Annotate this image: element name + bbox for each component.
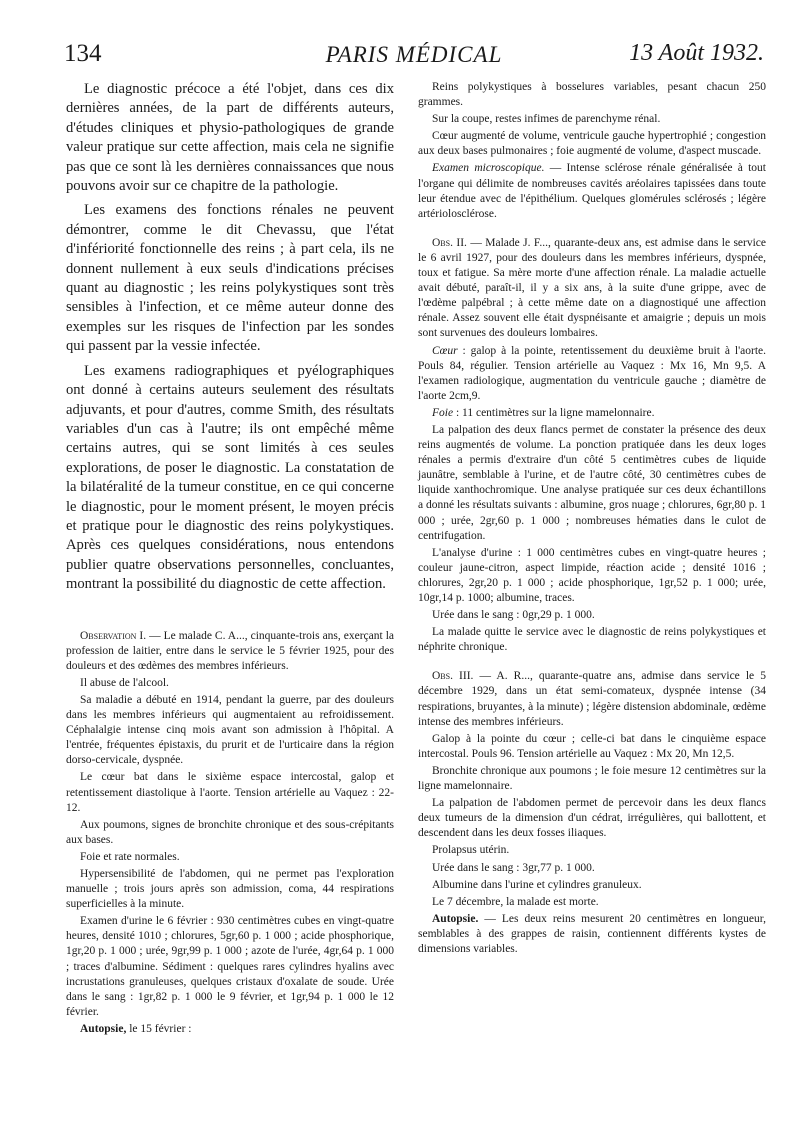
observation-3	[418, 669, 766, 957]
paragraph: Hypersensibilité de l'abdomen, qui ne permet pas l'exploration manuelle ; trois jours après son admission, coma, 44 respirations superficielles à la minute.	[66, 867, 394, 911]
paragraph: Bronchite chronique aux poumons ; le foie mesure 12 centimètres sur la ligne mamelonnaire.	[418, 764, 766, 793]
paragraph: Le cœur bat dans le sixième espace intercostal, galop et retentissement diastolique à l'aorte. Tension artérielle au Vaquez : 22-12.	[66, 771, 394, 814]
paragraph	[418, 236, 766, 342]
paragraph: Prolapsus utérin.	[432, 844, 510, 857]
paragraph: Les examens des fonctions rénales ne peuvent démontrer, comme le dit Chevassu, que l'état d'infériorité fonctionnelle des reins ; à part cela, ils ne donnent nullement à eux seuls d'indications précises quant au diagnostic ; les reins polykystiques sont très sensibles à l'infection, et ce même auteur donne des exemples sur les risques de l'infection par les sondes qui passent par la vessie infectée.	[66, 202, 394, 355]
microscopy-text: — Intense sclérose rénale généralisée à tout l'organe qui délimite de nombreuses cavités aréolaires tapissées dans toute leur étendue avec de l'épithélium. Quelques glomérules sclérosés ; légère artériolosclérose.	[418, 162, 766, 220]
liver-text: : 11 centimètres sur la ligne mamelonnaire.	[455, 406, 655, 419]
observation-intro: — Le malade C. A..., cinquante-trois ans, exerçant la profession de laitier, entre dans le service le 5 février 1925, pour des douleurs et des œdèmes des membres inférieurs.	[66, 629, 394, 672]
paragraph	[418, 669, 766, 729]
page-header	[64, 40, 764, 70]
paragraph: Les examens radiographiques et pyélographiques ont donné à certains auteurs seulement des résultats adjuvants, et pour d'autres, comme Smith, des résultats variables d'un cas à l'autre; ils ont empêché même certains autres, qui se sont limités à ces seules explorations, de poser le diagnostic. La constatation de la bilatéralité de la tumeur constitue, en ce qui concerne le diagnostic, pour le moment présent, le moyen précis et pratique pour le diagnostic des reins polykystiques. Après ces quelques considérations, nous entendons publier quatre observations personnelles, concluantes, montrant la possibilité du diagnostic de cette affection.	[66, 362, 394, 593]
paragraph: Galop à la pointe du cœur ; celle-ci bat dans le cinquième espace intercostal. Pouls 96. Tension artérielle au Vaquez : Mx 20, Mn 12,5.	[418, 732, 766, 760]
observation-intro: — A. R..., quarante-quatre ans, admise dans service le 5 décembre 1929, dans un état semi-comateux, dyspnée intense (34 respirations, bruyantes, à la minute) ; légère distension abdominale, œdème intense des membres inférieurs.	[418, 670, 766, 728]
observation-label: Obs. II.	[432, 236, 467, 249]
observation-2	[418, 236, 766, 656]
paragraph	[418, 161, 766, 221]
paragraph: Cœur augmenté de volume, ventricule gauche hypertrophié ; congestion aux deux bases pulmonaires ; foie augmenté de volume, d'aspect muscade.	[418, 130, 766, 158]
paragraph: Reins polykystiques à bosselures variables, pesant chacun 250 grammes.	[418, 81, 766, 109]
paragraph: Sur la coupe, restes infimes de parenchyme rénal.	[432, 113, 661, 126]
autopsy-text: le 15 février :	[129, 1022, 192, 1035]
paragraph: Albumine dans l'urine et cylindres granuleux.	[432, 878, 642, 891]
paragraph: Le diagnostic précoce a été l'objet, dans ces dix dernières années, de la part de différents auteurs, d'études cliniques et physio-pathologiques de grande valeur pratique sur cette affection, mais cela ne signifie pas que ce sont là les dernières connaissances que nous pouvons avoir sur ce chapitre de la pathologie.	[66, 81, 394, 195]
paragraph: Examen d'urine le 6 février : 930 centimètres cubes en vingt-quatre heures, densité 1010 ; chlorures, 5gr,60 p. 1 000 ; acide phosphorique, 1gr,20 p. 1 000 ; urée, 9gr,99 p. 1 000 ; azote de l'urée, 4gr,64 p. 1 000 ; traces d'albumine. Sédiment : quelques rares cylindres hyalins avec incrustations granuleuses, quelques cristaux d'oxalate de soude. Urée dans le sang : 1gr,82 p. 1 000 le 9 février, et 1gr,94 p. 1 000 le 12 février.	[66, 915, 394, 1018]
paragraph: Urée dans le sang : 0gr,29 p. 1 000.	[432, 609, 595, 622]
paragraph	[418, 406, 766, 421]
observation-1-continued	[418, 80, 766, 222]
issue-date: 13 Août 1932.	[629, 40, 764, 66]
observation-intro: — Malade J. F..., quarante-deux ans, est admise dans le service le 6 avril 1927, pour des douleurs dans les membres inférieurs, dyspnée, toux et fatigue. Sa mère morte d'une affection rénale. La maladie actuelle avait débuté, paraît-il, il y a six ans, à la suite d'une grippe, avec de l'œdème palpébral ; à cette même date on a diagnostiqué une affection rénale. Assez souvent elle était dyspnéisante et amaigrie ; depuis un mois sont survenues des douleurs lombaires.	[418, 236, 767, 340]
paragraph	[418, 912, 766, 957]
paragraph: La malade quitte le service avec le diagnostic de reins polykystiques et néphrite chronique.	[418, 626, 766, 654]
page-number: 134	[64, 40, 102, 67]
heart-text: : galop à la pointe, retentissement du deuxième bruit à l'aorte. Pouls 84, régulier. Tension artérielle au Vaquez : Mx 16, Mn 9,5. A l'examen radiologique, augmentation du ventricule gauche ; diamètre de l'aorte 2cm,9.	[418, 344, 767, 402]
paragraph: Foie et rate normales.	[80, 850, 180, 863]
observation-label: Obs. III.	[432, 670, 474, 683]
paragraph: L'analyse d'urine : 1 000 centimètres cubes en vingt-quatre heures ; couleur jaune-citron, aspect limpide, réaction acide ; densité 1016 ; chlorures, 2gr,20 p. 1 000 ; acide phosphorique, 1gr,52 p. 1 000; urée, 10gr,14 p. 1000; albumine, traces.	[418, 546, 766, 604]
journal-title: PARIS MÉDICAL	[325, 42, 503, 67]
paragraph: La palpation de l'abdomen permet de percevoir dans les deux flancs deux tumeurs de la dimension d'un cédrat, irrégulières, qui ballottent, et descendent dans les deux fosses iliaques.	[418, 797, 766, 840]
paragraph: La palpation des deux flancs permet de constater la présence des deux reins augmentés de volume. La ponction pratiquée dans les deux loges rénales a permis d'extraire d'un côté 5 centimètres cubes de liquide jaunâtre, semblable à l'urine, et de l'autre côté, 30 centimètres cubes de liquide xanthochromique. Une analyse pratiquée sur ces deux échantillons a donné les résultats suivants : albumine, gros nuage ; chlorures, 6gr,80 p. 1 000 ; urée, 2gr,60 p. 1 000 ; nombreuses hématies dans le culot de centrifugation.	[418, 423, 766, 542]
left-column	[66, 80, 394, 1039]
right-column	[418, 80, 766, 959]
autopsy-label: Autopsie.	[432, 912, 479, 925]
observation-label: Observation I.	[80, 629, 147, 642]
paragraph: Aux poumons, signes de bronchite chronique et des sous-crépitants aux bases.	[66, 818, 394, 846]
autopsy-label: Autopsie,	[80, 1022, 127, 1035]
paragraph: Le 7 décembre, la malade est morte.	[432, 895, 599, 908]
paragraph	[418, 344, 766, 404]
liver-label: Foie	[432, 406, 454, 419]
paragraph: Il abuse de l'alcool.	[80, 676, 169, 689]
paragraph	[66, 1022, 394, 1037]
introduction	[66, 80, 394, 595]
autopsy-text: — Les deux reins mesurent 20 centimètres en longueur, semblables à des grappes de raisin, contiennent différents kystes de dimensions variables.	[418, 912, 767, 955]
heart-label: Cœur	[432, 344, 458, 357]
paragraph	[66, 629, 394, 674]
paragraph: Urée dans le sang : 3gr,77 p. 1 000.	[432, 861, 595, 874]
observation-1	[66, 629, 394, 1037]
paragraph: Sa maladie a débuté en 1914, pendant la guerre, par des douleurs dans les membres inférieurs qui augmentaient au refroidissement. Céphalalgie intense cinq mois avant son admission à l'hôpital. A l'entrée, fréquentes épistaxis, du prurit et de l'urticaire dans la région dorso-cervicale, dyspnée.	[66, 693, 394, 767]
microscopy-label: Examen microscopique.	[432, 162, 545, 175]
